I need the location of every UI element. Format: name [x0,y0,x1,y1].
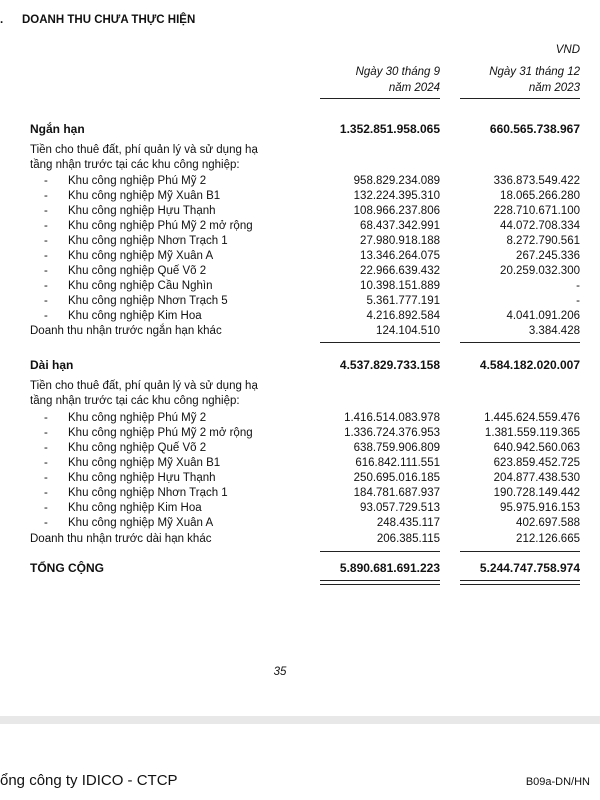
column-header-2023 [460,64,580,96]
long-term-other-v1: 206.385.115 [376,533,440,545]
column-header-2023-line2: năm 2023 [528,82,580,94]
table-row [0,441,600,456]
page-break-divider [0,716,600,724]
row-value-2024: 68.437.342.991 [360,220,440,232]
row-value-2024: 10.398.151.889 [360,280,440,292]
row-value-2023: 44.072.708.334 [500,220,580,232]
short-term-label: Ngắn hạn [30,122,85,136]
short-term-rule-col1 [320,342,440,343]
section-bullet: . [0,14,4,26]
row-value-2024: 4.216.892.584 [366,310,440,322]
table-row [0,471,600,486]
table-row [0,234,600,249]
row-dash: - [44,412,48,424]
section-title-text: DOANH THU CHƯA THỰC HIỆN [22,14,196,26]
short-term-rule-col2 [460,342,580,343]
row-value-2024: 27.980.918.188 [360,235,440,247]
table-row [0,264,600,279]
long-term-intro-1 [0,379,600,394]
row-value-2024: 958.829.234.089 [353,175,440,187]
long-term-v2: 4.584.182.020.007 [479,358,580,372]
row-value-2023: 18.065.266.280 [500,190,580,202]
row-label: Khu công nghiệp Nhơn Trạch 1 [68,487,228,499]
short-term-intro-2 [0,158,600,173]
row-label: Khu công nghiệp Mỹ Xuân A [68,517,214,529]
long-term-rule-col2 [460,551,580,552]
row-value-2023: 1.445.624.559.476 [484,412,580,424]
grand-total-label: TỔNG CỘNG [30,561,104,575]
row-dash: - [44,457,48,469]
row-value-2023: 204.877.438.530 [493,472,580,484]
row-value-2024: 132.224.395.310 [353,190,440,202]
row-value-2024: 5.361.777.191 [366,295,440,307]
page-number: 35 [273,666,287,678]
row-label: Khu công nghiệp Quế Võ 2 [68,265,207,277]
column-header-2024-line1: Ngày 30 tháng 9 [355,66,440,78]
row-dash: - [44,220,48,232]
table-row [0,279,600,294]
long-term-intro-text-1: Tiền cho thuê đất, phí quản lý và sử dụng hạ [30,380,258,392]
row-value-2024: 13.346.264.075 [360,250,440,262]
long-term-rule-col1 [320,551,440,552]
row-value-2023: 4.041.091.206 [506,310,580,322]
row-value-2024: 616.842.111.551 [355,457,440,469]
row-label: Khu công nghiệp Phú Mỹ 2 mở rộng [68,220,253,232]
table-row [0,411,600,426]
row-label: Khu công nghiệp Nhơn Trạch 5 [68,295,228,307]
row-value-2023: 402.697.588 [516,517,580,529]
short-term-other-label: Doanh thu nhận trước ngắn hạn khác [30,325,222,337]
row-value-2024: 108.966.237.806 [353,205,440,217]
row-value-2024: 184.781.687.937 [353,487,440,499]
long-term-other-row [0,532,600,547]
row-dash: - [44,502,48,514]
currency-unit: VND [555,44,580,56]
row-dash: - [44,175,48,187]
table-row [0,174,600,189]
long-term-other-v2: 212.126.665 [516,533,580,545]
row-value-2023: 8.272.790.561 [506,235,580,247]
long-term-total-row [0,358,600,373]
grand-total-rule-col1 [320,580,440,585]
grand-total-row [0,561,600,576]
column-header-2024 [320,64,440,96]
row-label: Khu công nghiệp Phú Mỹ 2 [68,175,207,187]
section-title [0,14,195,26]
short-term-intro-text-1: Tiền cho thuê đất, phí quản lý và sử dụng hạ [30,144,258,156]
row-dash: - [44,280,48,292]
row-dash: - [44,235,48,247]
long-term-intro-2 [0,394,600,409]
row-value-2023: - [576,295,580,307]
row-dash: - [44,310,48,322]
row-value-2023: 1.381.559.119.365 [484,427,580,439]
row-value-2024: 248.435.117 [376,517,440,529]
footer-company: ổng công ty IDICO - CTCP [0,772,178,789]
long-term-v1: 4.537.829.733.158 [339,358,440,372]
table-row [0,204,600,219]
row-label: Khu công nghiệp Quế Võ 2 [68,442,207,454]
row-label: Khu công nghiệp Mỹ Xuân B1 [68,457,221,469]
long-term-label: Dài hạn [30,358,74,372]
short-term-intro-1 [0,143,600,158]
row-dash: - [44,250,48,262]
row-value-2023: 336.873.549.422 [493,175,580,187]
row-dash: - [44,487,48,499]
table-row [0,486,600,501]
row-value-2023: 95.975.916.153 [500,502,580,514]
row-value-2023: 640.942.560.063 [493,442,580,454]
row-dash: - [44,265,48,277]
row-label: Khu công nghiệp Mỹ Xuân B1 [68,190,221,202]
column-header-2023-line1: Ngày 31 tháng 12 [489,66,580,78]
row-value-2024: 22.966.639.432 [360,265,440,277]
row-value-2023: 228.710.671.100 [493,205,580,217]
row-value-2023: - [576,280,580,292]
footer-form-code: B09a-DN/HN [525,776,590,788]
short-term-other-v2: 3.384.428 [528,325,580,337]
row-value-2024: 1.416.514.083.978 [344,412,440,424]
row-value-2023: 20.259.032.300 [500,265,580,277]
header-rule-col2 [460,98,580,99]
row-dash: - [44,427,48,439]
row-label: Khu công nghiệp Kim Hoa [68,310,202,322]
row-label: Khu công nghiệp Mỹ Xuân A [68,250,214,262]
row-value-2024: 93.057.729.513 [360,502,440,514]
row-dash: - [44,442,48,454]
row-label: Khu công nghiệp Phú Mỹ 2 [68,412,207,424]
short-term-total-row [0,122,600,137]
row-label: Khu công nghiệp Cầu Nghìn [68,280,213,292]
table-row [0,219,600,234]
table-row [0,189,600,204]
column-header-2024-line2: năm 2024 [388,82,440,94]
row-label: Khu công nghiệp Phú Mỹ 2 mở rộng [68,427,253,439]
long-term-intro-text-2: tầng nhận trước tại các khu công nghiệp: [30,395,240,407]
header-rule-col1 [320,98,440,99]
grand-total-v2: 5.244.747.758.974 [479,561,580,575]
row-dash: - [44,517,48,529]
row-label: Khu công nghiệp Nhơn Trạch 1 [68,235,228,247]
short-term-v1: 1.352.851.958.065 [339,122,440,136]
row-dash: - [44,472,48,484]
short-term-other-v1: 124.104.510 [376,325,440,337]
table-row [0,456,600,471]
row-value-2024: 1.336.724.376.953 [344,427,440,439]
table-row [0,501,600,516]
grand-total-v1: 5.890.681.691.223 [339,561,440,575]
row-label: Khu công nghiệp Hựu Thạnh [68,205,216,217]
row-value-2023: 267.245.336 [516,250,580,262]
table-row [0,309,600,324]
row-dash: - [44,295,48,307]
row-value-2024: 250.695.016.185 [353,472,440,484]
short-term-intro-text-2: tầng nhận trước tại các khu công nghiệp: [30,159,240,171]
row-label: Khu công nghiệp Hựu Thạnh [68,472,216,484]
short-term-v2: 660.565.738.967 [489,122,580,136]
long-term-other-label: Doanh thu nhận trước dài hạn khác [30,533,212,545]
table-row [0,426,600,441]
short-term-other-row [0,324,600,339]
row-value-2023: 190.728.149.442 [493,487,580,499]
row-dash: - [44,205,48,217]
table-row [0,516,600,531]
row-value-2024: 638.759.906.809 [353,442,440,454]
table-row [0,294,600,309]
row-value-2023: 623.859.452.725 [493,457,580,469]
table-row [0,249,600,264]
row-dash: - [44,190,48,202]
grand-total-rule-col2 [460,580,580,585]
row-label: Khu công nghiệp Kim Hoa [68,502,202,514]
